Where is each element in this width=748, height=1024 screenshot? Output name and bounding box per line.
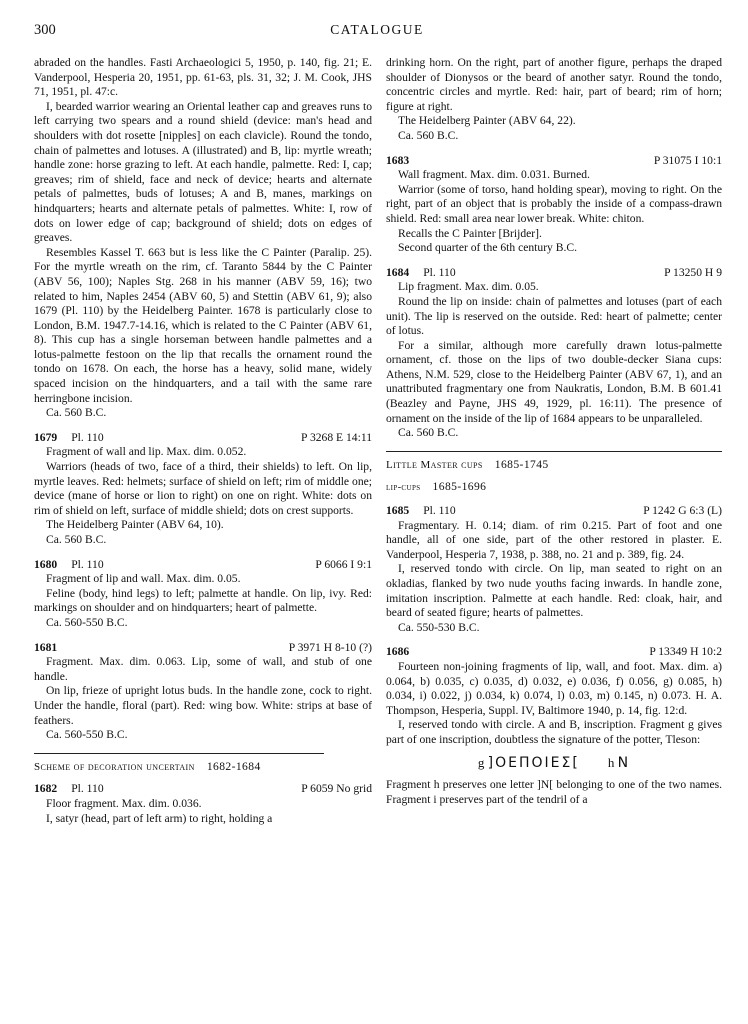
entry-1685-date: Ca. 550-530 B.C. <box>398 620 480 634</box>
entry-1682-continued: drinking horn. On the right, part of another figure, perhaps the draped shoulder of Dionysos or the beard of another satyr. Round the tondo, concentric circles and myrtle. Red: hair, part of beard; rim of horn; figure at right. <box>386 56 722 113</box>
entry-1684-text2: For a similar, although more carefully drawn lotus-palmette ornament, cf. those on the lips of two double-decker Siana cups: Athens, N.M. 529, close to the Heidelberg Painter (ABV 67, 1), and an unattributed fragmentary one from Naukratis, London, B.M. B 601.41 (Beazley and Payne, JHS 49, 1929, pl. 16:11). The presence of ornament on the inside of the lip of 1684 appears to be unparalleled. <box>386 338 722 425</box>
entry-1679-text: Warriors (heads of two, face of a third, their shields) to left. On lip, myrtle leaves. Red: helmets; surface of shield on left; rim of middle one; device (mane of horse or lion to right) on one on right. White: dots on rim of shield on left, surface of middle shield; dots on crest supports. <box>34 460 372 517</box>
plate-ref: Pl. 110 <box>71 430 104 444</box>
section-range: 1685-1745 <box>494 457 549 471</box>
inventory: P 1242 G 6:3 (L) <box>643 504 722 518</box>
entry-1679-date: Ca. 560 B.C. <box>46 533 107 546</box>
entry-1683-attr: Recalls the C Painter [Brijder]. <box>398 226 542 240</box>
running-title: CATALOGUE <box>330 22 424 37</box>
entry-number: 1680 <box>34 557 58 571</box>
subsection-range: 1685-1696 <box>432 480 487 494</box>
para-1: abraded on the handles. Fasti Archaeologici 5, 1950, p. 140, fig. 21; E. Vanderpool, Hesperia 20, 1951, pp. 61-63, pls. 31, 32; J. M. Cook, JHS 71, 1951, pl. 47:c. <box>34 56 372 99</box>
entry-1681-text: On lip, frieze of upright lotus buds. In the handle zone, cock to right. Under the handle, floral (part). Red: wing bow. White: strips at base of feathers. <box>34 684 372 727</box>
section-label: Little Master cups <box>386 458 483 471</box>
entry-1684-date: Ca. 560 B.C. <box>398 426 459 440</box>
section-range: 1682-1684 <box>206 759 261 773</box>
entry-number: 1679 <box>34 430 58 444</box>
page-header <box>28 22 726 44</box>
entry-1683-head <box>386 154 722 169</box>
inventory: P 6059 No grid <box>301 782 372 796</box>
entry-1685-text: I, reserved tondo with circle. On lip, man seated to right on an okladias, flanked by two nude youths facing inwards. In handle zone, imitation inscription. Palmette at each handle. Red: cloak, hair, and beard of seated figure; hearts of palmettes. <box>386 562 722 620</box>
entry-1679-desc: Fragment of wall and lip. Max. dim. 0.052. <box>46 445 247 459</box>
entry-1683-text: Warrior (some of torso, hand holding spear), moving to right. On the right, part of an object that is probably the inside of a compass-drawn shield. Red: small area near lower break. White: chiton. <box>386 182 722 225</box>
entry-number: 1683 <box>386 153 410 167</box>
entry-1682-head <box>34 782 372 797</box>
entry-1681-head <box>34 641 372 656</box>
para-2: I, bearded warrior wearing an Oriental leather cap and greaves runs to left carrying two spears and a round shield (device: man's head and shoulders with dot rosette [nipples] on each clavicle). Round the tondo, chain of palmettes and lotuses. A (illustrated) and B, lip: myrtle wreath; handle zone: horse grazing to left. At each handle, palmette. Red: I, cap; greaves; rim of shield, face and neck of device; hearts and alternate petals of palmettes, buds of lotuses; A and B, manes, markings on hindquarters; hearts and alternate petals of palmettes. White: I, row of dots on lower edge of cap; background of shield; dots on edges of greaves. <box>34 99 372 245</box>
entry-1682-text: I, satyr (head, part of left arm) to right, holding a <box>46 811 273 825</box>
section-heading <box>34 760 372 775</box>
section-rule <box>386 451 722 452</box>
subsection-heading <box>386 480 722 496</box>
entry-number: 1682 <box>34 782 58 796</box>
entry-1684-desc: Lip fragment. Max. dim. 0.05. <box>398 280 539 294</box>
entry-1682-date: Ca. 560 B.C. <box>398 128 459 142</box>
entry-1686-head <box>386 645 722 660</box>
section-heading <box>386 458 722 473</box>
entry-1679-attr: The Heidelberg Painter (ABV 64, 10). <box>46 518 224 532</box>
fragment-h-label: h <box>607 754 615 770</box>
plate-ref: Pl. 110 <box>71 782 104 796</box>
entry-1686-text: I, reserved tondo with circle. A and B, inscription. Fragment g gives part of one inscription, doubtless the signature of the potter, Tleson: <box>386 718 722 746</box>
inscription-figure <box>386 756 722 771</box>
entry-1682-attr: The Heidelberg Painter (ABV 64, 22). <box>398 114 576 128</box>
entry-1685-head <box>386 504 722 519</box>
entry-number: 1684 <box>386 265 410 279</box>
fragment-g-label: g <box>477 754 485 770</box>
entry-1680-text: Feline (body, hind legs) to left; palmette at handle. On lip, ivy. Red: markings on shoulder and on hindquarters; heart of palmette. <box>34 586 372 615</box>
plate-ref: Pl. 110 <box>71 557 104 571</box>
inscription-h: N <box>617 754 631 771</box>
entry-1686-desc: Fourteen non-joining fragments of lip, wall, and foot. Max. dim. a) 0.064, b) 0.035, c) 0.035, d) 0.032, e) 0.036, f) 0.056, g) 0.085, h) 0.034, i) 0.022, j) 0.034, k) 0.074, l) 0.03, m) 0.145, n) 0.073. H. A. Thompson, Hesperia, Suppl. IV, Baltimore 1940, p. 14, fig. 12:d. <box>386 659 722 717</box>
left-column <box>34 56 372 826</box>
section-rule <box>34 753 324 754</box>
inventory: P 13349 H 10:2 <box>649 645 722 659</box>
inscription-g: ]OEΠOIEΣ[ <box>487 754 580 771</box>
entry-1686-text2: Fragment h preserves one letter ]N[ belonging to one of the two names. Fragment i preserves part of the tendril of a <box>386 778 722 806</box>
inventory: P 3971 H 8-10 (?) <box>288 640 372 654</box>
inventory: P 3268 E 14:11 <box>301 430 372 444</box>
entry-1683-date: Second quarter of the 6th century B.C. <box>398 241 578 255</box>
entry-number: 1681 <box>34 640 58 654</box>
entry-1685-desc: Fragmentary. H. 0.14; diam. of rim 0.215. Part of foot and one handle, all of one side, part of the other restored in plaster. E. Vanderpool, Hesperia 7, 1938, p. 388, no. 21 and p. 389, fig. 24. <box>386 518 722 561</box>
entry-1682-desc: Floor fragment. Max. dim. 0.036. <box>46 796 202 810</box>
subsection-label: lip-cups <box>386 482 421 494</box>
entry-1681-date: Ca. 560-550 B.C. <box>46 728 128 742</box>
inventory: P 31075 I 10:1 <box>653 153 722 167</box>
page-number: 300 <box>34 22 56 38</box>
inventory: P 6066 I 9:1 <box>315 557 372 571</box>
right-column <box>386 56 722 807</box>
plate-ref: Pl. 110 <box>423 265 456 279</box>
entry-1681-desc: Fragment. Max. dim. 0.063. Lip, some of wall, and stub of one handle. <box>34 655 372 683</box>
inventory: P 13250 H 9 <box>664 265 722 279</box>
entry-1684-head <box>386 266 722 281</box>
entry-1684-text: Round the lip on inside: chain of palmettes and lotuses (part of each unit). The lip is reserved on the outside. Red: heart of palmette; center of lotus. <box>386 294 722 338</box>
section-label: Scheme of decoration uncertain <box>34 760 195 773</box>
entry-1683-desc: Wall fragment. Max. dim. 0.031. Burned. <box>398 168 590 182</box>
entry-1680-head <box>34 558 372 573</box>
date-1678: Ca. 560 B.C. <box>46 406 107 420</box>
entry-1679-head <box>34 431 372 446</box>
entry-1680-date: Ca. 560-550 B.C. <box>46 615 128 629</box>
para-3: Resembles Kassel T. 663 but is less like the C Painter (Paralip. 25). For the myrtle wreath on the rim, cf. Taranto 5844 by the C Painter (ABV 56, 100); Naples Stg. 268 in his manner (ABV 59, 16); two related to him, Naples 2454 (ABV 60, 5) and Stettin (ABV 61, 9); also 1679 (Pl. 110) by the Heidelberg Painter. 1678 is particularly close to London, B.M. 1947.7-14.16, which is related to the C Painter (ABV 61, 8). This cup has a single horseman between handle palmettes and a lotus-palmette festoon on the lip that recalls the ornament round the tondo on 1678. On each, the horse has a heavy, solid mane, widely spaced incision on the hindquarters, and a tail with the same rare herringbone incision. <box>34 245 372 405</box>
plate-ref: Pl. 110 <box>423 504 456 518</box>
entry-number: 1685 <box>386 504 410 518</box>
entry-number: 1686 <box>386 645 410 659</box>
entry-1680-desc: Fragment of lip and wall. Max. dim. 0.05. <box>46 572 241 586</box>
